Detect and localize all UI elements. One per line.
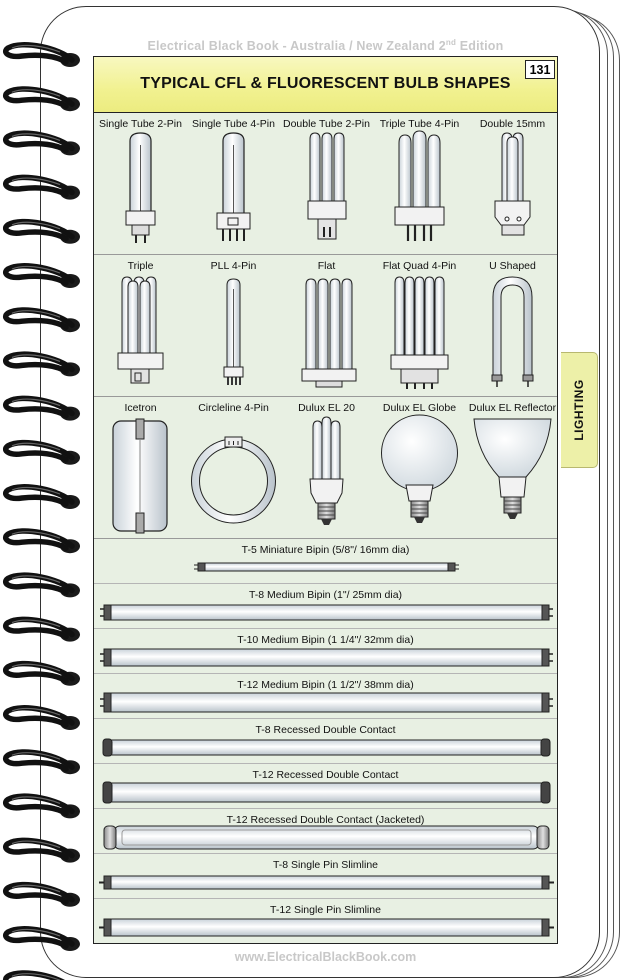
spiral-coil [6,664,80,686]
section-tab-lighting[interactable]: LIGHTING [561,352,598,468]
bulb-single-tube-2pin [94,113,187,254]
tube-label: T-12 Single Pin Slimline [270,904,381,916]
tube-t12-single-pin-slimline [94,899,557,944]
tube-t12-recessed-double-contact-jacketed [94,809,557,854]
spiral-coil [6,708,80,730]
tube-label: T-8 Single Pin Slimline [272,859,379,871]
bulb-double-tube-2pin [280,113,373,254]
book-header: Electrical Black Book - Australia / New Zealand 2nd Edition [147,38,504,54]
spiral-coil [6,885,80,907]
bulb-label: Flat Quad 4-Pin [382,260,457,272]
bulb-label: Single Tube 2-Pin [99,118,182,130]
spiral-coil [6,929,80,951]
title-band [94,57,557,113]
spiral-coil [6,133,80,155]
spiral-coil [6,266,80,288]
tube-t8-single-pin-slimline [94,854,557,899]
bulb-label: Triple [127,260,154,272]
spiral-coil [6,575,80,597]
tube-t8-medium-bipin [94,584,557,629]
bulb-label: Flat [317,260,336,272]
content-panel [93,56,558,944]
page-number: 131 [525,60,555,79]
spiral-coil [6,531,80,553]
tube-t8-recessed-double-contact [94,719,557,764]
spiral-coil [6,443,80,465]
cfl-row-1 [94,113,557,255]
tube-label: T-8 Recessed Double Contact [255,724,396,736]
tube-t12-recessed-double-contact [94,764,557,809]
bulb-label: PLL 4-Pin [210,260,257,272]
bulb-label: Double 15mm [479,118,546,130]
tube-label: T-5 Miniature Bipin (5/8"/ 16mm dia) [241,544,410,556]
spiral-coil [6,487,80,509]
bulb-dulux-el-reflector [466,397,559,538]
spiral-coil [6,840,80,862]
bulb-label: Dulux EL Globe [382,402,457,414]
spiral-coil [6,973,80,980]
bulb-dulux-el-globe [373,397,466,538]
bulb-double-15mm [466,113,559,254]
bulb-label: Dulux EL 20 [298,402,355,414]
bulb-label: Triple Tube 4-Pin [379,118,460,130]
cfl-row-3 [94,397,557,539]
tube-t5-miniature-bipin [94,539,557,584]
spiral-coil [6,398,80,420]
page-title: TYPICAL CFL & FLUORESCENT BULB SHAPES [140,75,511,92]
spiral-coil [6,222,80,244]
bulb-label: Double Tube 2-Pin [283,118,370,130]
bulb-label: Single Tube 4-Pin [192,118,275,130]
spiral-coil [6,45,80,67]
spiral-coil [6,796,80,818]
bulb-single-tube-4pin [187,113,280,254]
bulb-flat [280,255,373,396]
cfl-row-2 [94,255,557,397]
bulb-label: U Shaped [489,260,536,272]
bulb-triple-tube-4pin [373,113,466,254]
bulb-label: Circleline 4-Pin [198,402,269,414]
bulb-triple [94,255,187,396]
bulb-u-shaped [466,255,559,396]
spiral-coil [6,310,80,332]
spiral-coil [6,619,80,641]
bulb-label: Dulux EL Reflector [468,402,557,414]
book-footer-url: www.ElectricalBlackBook.com [234,950,417,964]
spiral-coil [6,752,80,774]
bulb-pll-4pin [187,255,280,396]
tube-label: T-12 Recessed Double Contact (Jacketed) [226,814,425,826]
spiral-coil [6,177,80,199]
bulb-circleline-4pin [187,397,280,538]
spiral-binding [0,0,90,980]
tube-label: T-12 Medium Bipin (1 1/2"/ 38mm dia) [237,679,414,691]
bulb-flat-quad-4pin [373,255,466,396]
tube-label: T-12 Recessed Double Contact [252,769,399,781]
bulb-dulux-el-20 [280,397,373,538]
bulb-label: Icetron [124,402,157,414]
tube-label: T-8 Medium Bipin (1"/ 25mm dia) [248,589,403,601]
spiral-coil [6,89,80,111]
tube-t12-medium-bipin [94,674,557,719]
bulb-icetron [94,397,187,538]
tube-t10-medium-bipin [94,629,557,674]
spiral-coil [6,354,80,376]
tube-label: T-10 Medium Bipin (1 1/4"/ 32mm dia) [237,634,414,646]
